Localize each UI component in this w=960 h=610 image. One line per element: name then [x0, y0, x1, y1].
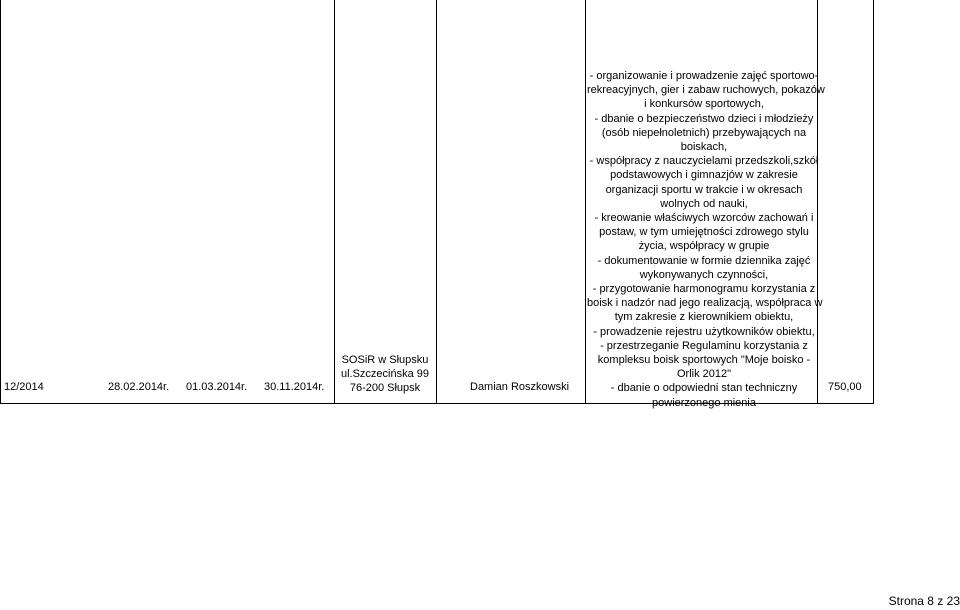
venue-address: [334, 353, 436, 395]
description-line: boiskach,: [680, 141, 728, 154]
column-divider: [873, 0, 874, 404]
description-line: - prowadzenie rejestru użytkowników obiektu,: [593, 325, 815, 338]
description-line: - przestrzeganie Regulaminu korzystania z: [600, 339, 808, 352]
description-line: - dbanie o bezpieczeństwo dzieci i młodzieży: [594, 112, 814, 125]
contract-date: 28.02.2014r.: [108, 381, 170, 393]
amount: 750,00: [828, 381, 862, 393]
venue-line: ul.Szczecińska 99: [340, 368, 430, 380]
venue-line: 76-200 Słupsk: [349, 382, 421, 394]
description-line: wykonywanych czynności,: [639, 268, 769, 281]
column-divider: [436, 0, 437, 404]
description-line: postaw, w tym umiejętności zdrowego stylu: [599, 226, 809, 239]
description-line: życia, współpracy w grupie: [638, 240, 770, 253]
description-line: (osób niepełnoletnich) przebywających na: [601, 126, 807, 139]
description-line: tym zakresie z kierownikiem obiektu,: [614, 311, 794, 324]
venue-line: SOSiR w Słupsku: [341, 354, 429, 366]
description-line: Orlik 2012": [676, 368, 732, 381]
description-line: i konkursów sportowych,: [644, 98, 764, 111]
description-line: wolnych od nauki,: [660, 197, 748, 210]
description-line: - kreowanie właściwych wzorców zachowań i: [594, 212, 814, 225]
column-divider: [0, 0, 1, 404]
description-line: - współpracy z nauczycielami przedszkoli,szkół: [589, 155, 819, 168]
description-line: boisk i nadzór nad jego realizacją, współpraca w: [587, 297, 823, 310]
description-line: - organizowanie i prowadzenie zajęć sportowo-: [589, 70, 819, 82]
description-line: kompleksu boisk sportowych "Moje boisko -: [597, 354, 811, 367]
column-divider: [585, 0, 586, 404]
task-description: [587, 69, 825, 410]
description-line: - dbanie o odpowiedni stan techniczny: [610, 382, 798, 395]
column-divider: [334, 0, 335, 404]
page-number: Strona 8 z 23: [888, 594, 960, 608]
date-from: 01.03.2014r.: [186, 381, 248, 393]
description-line: powierzonego mienia: [652, 396, 756, 409]
description-line: - przygotowanie harmonogramu korzystania z: [592, 283, 816, 296]
person-name: Damian Roszkowski: [470, 381, 570, 393]
contract-number: 12/2014: [4, 381, 44, 393]
description-line: organizacji sportu w trakcie i w okresach: [605, 183, 803, 196]
date-to: 30.11.2014r.: [264, 381, 325, 393]
description-line: podstawowych i gimnazjów w zakresie: [610, 169, 798, 182]
description-line: - dokumentowanie w formie dziennika zajęć: [597, 254, 811, 267]
description-line: rekreacyjnych, gier i zabaw ruchowych, pokazów: [587, 84, 825, 97]
